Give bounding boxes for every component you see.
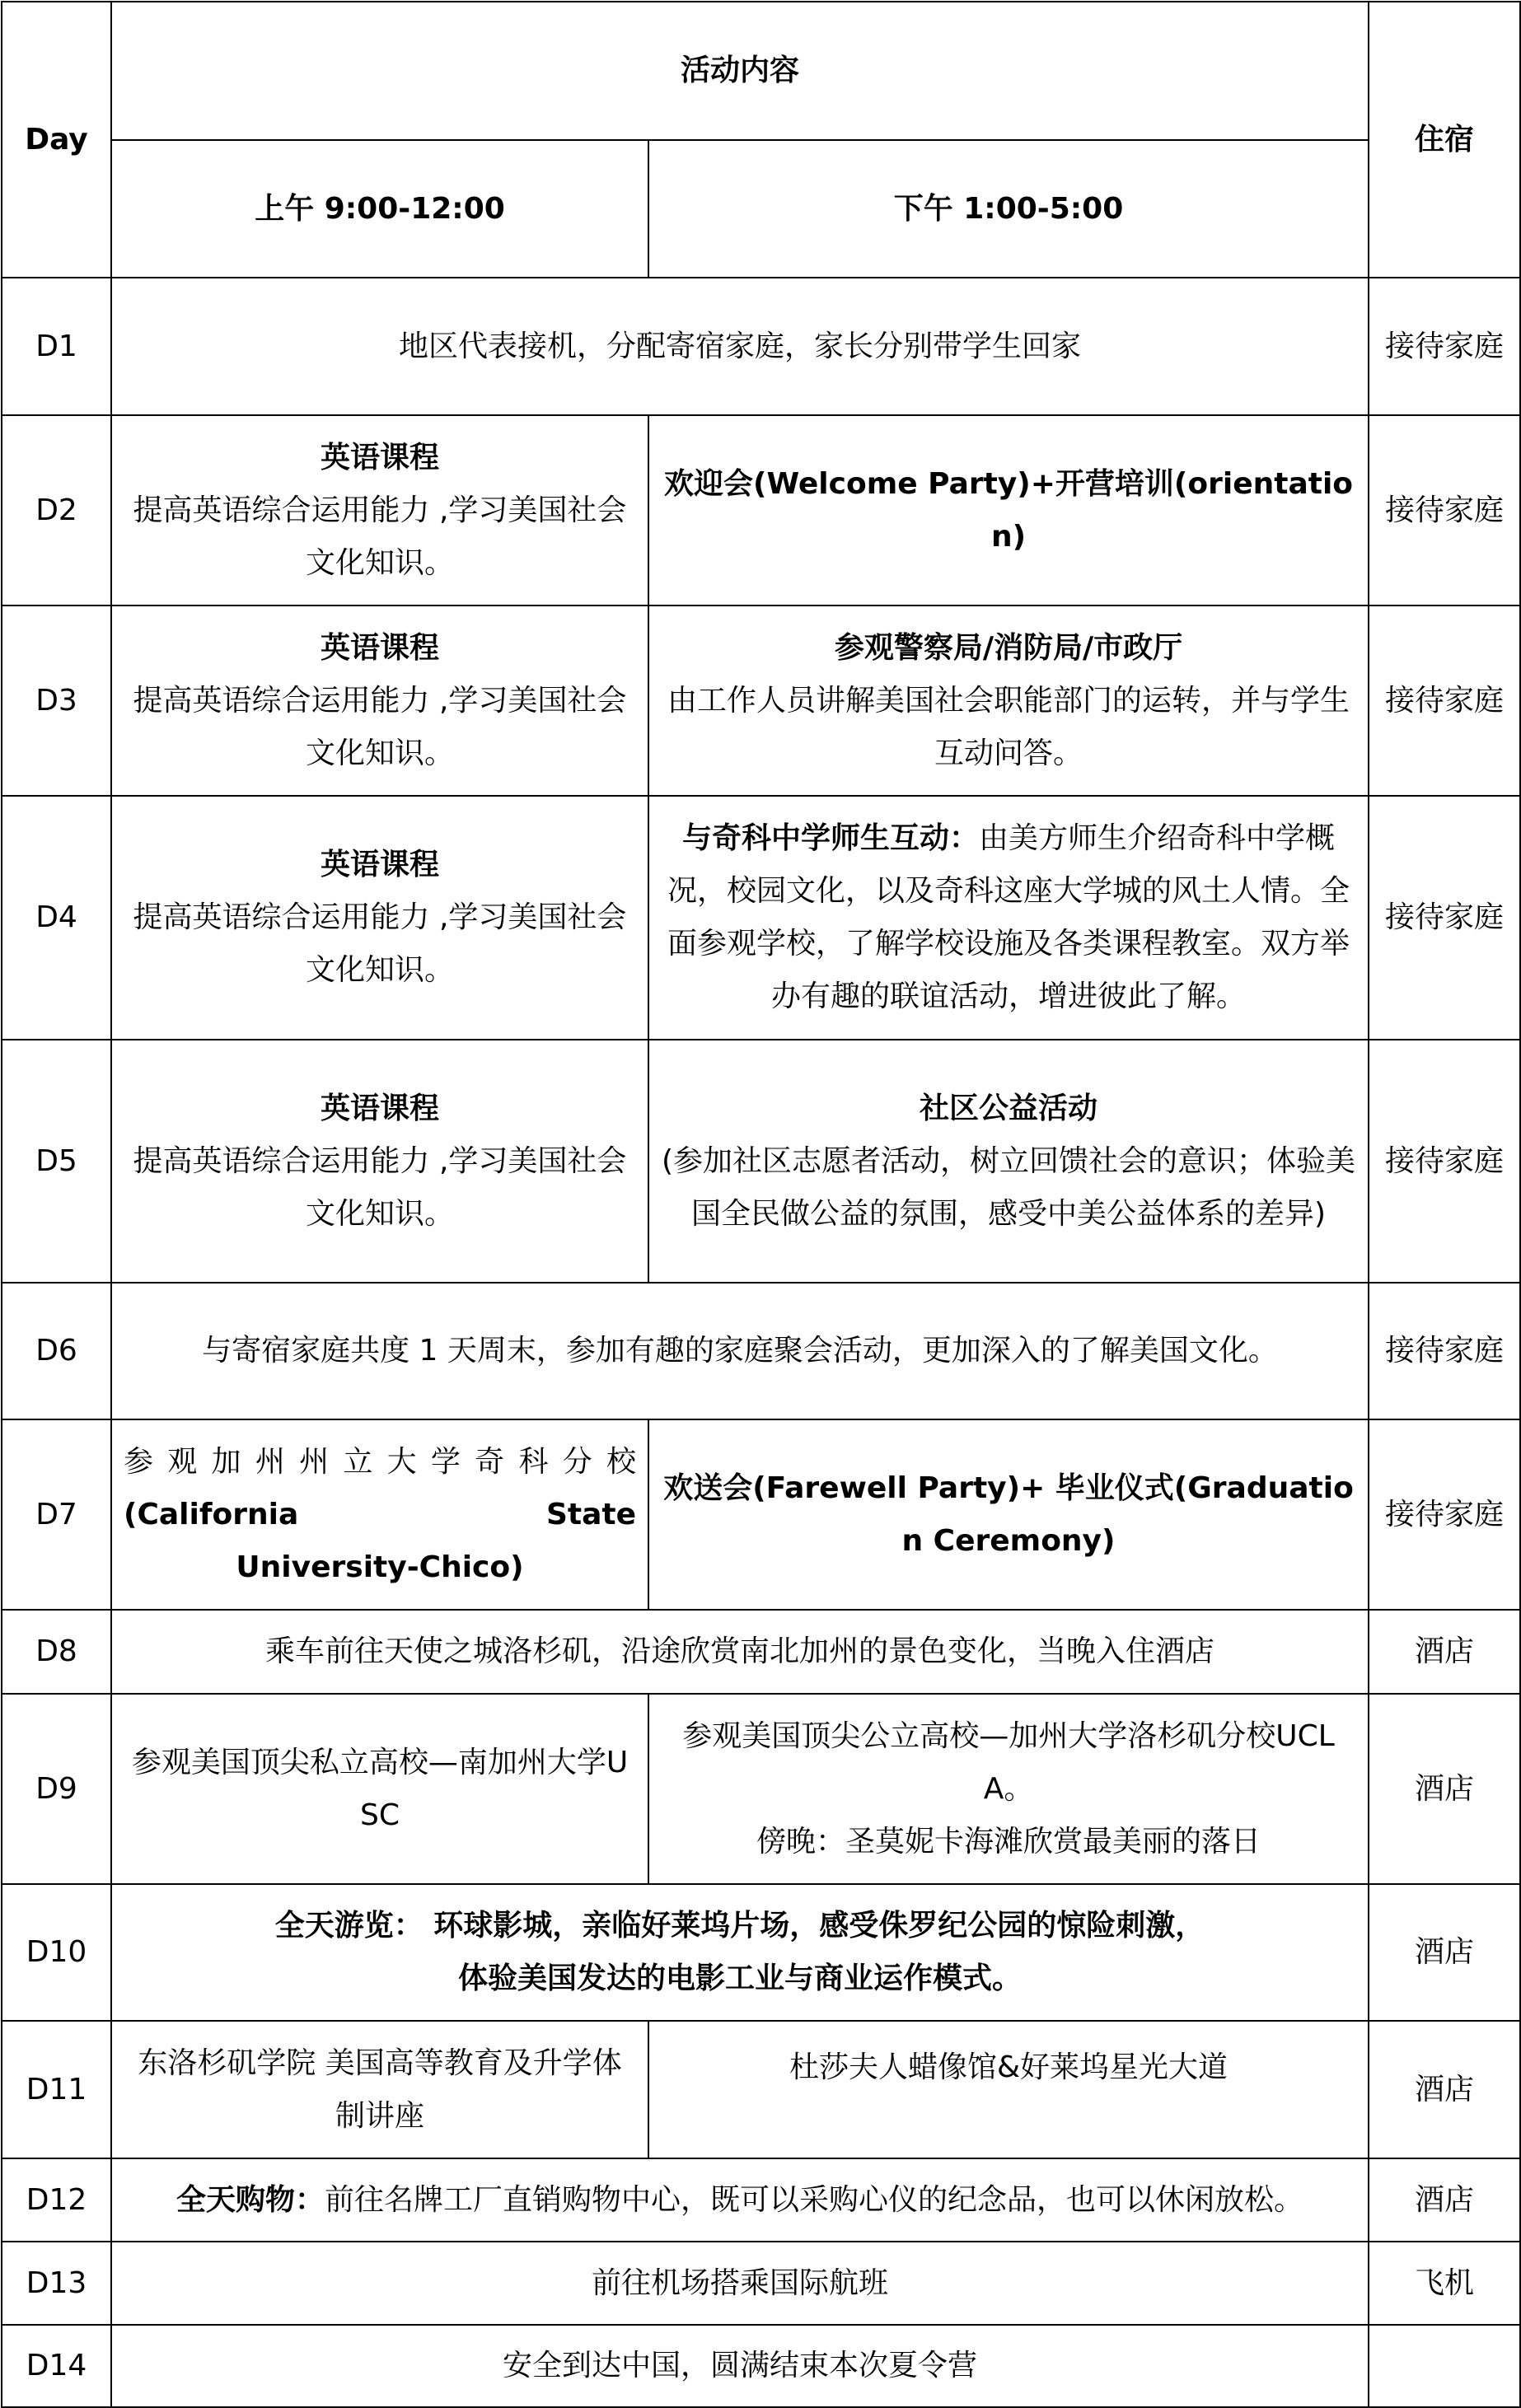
itinerary-table	[1, 1, 1521, 2408]
full-day-activity: 地区代表接机，分配寄宿家庭，家长分别带学生回家	[111, 278, 1369, 415]
afternoon-activity	[648, 2021, 1369, 2158]
day-row-d11	[2, 2021, 1520, 2158]
activity-text: (参加社区志愿者活动，树立回馈社会的意识；体验美国全民做公益的氛围，感受中美公益体系的差异)	[661, 1143, 1356, 1231]
lodging-cell: 飞机	[1369, 2242, 1520, 2325]
activity-title: 欢迎会(Welcome Party)+开营培训(orientation)	[663, 466, 1354, 554]
activity-title: 与奇科中学师生互动：	[681, 821, 979, 855]
day-label: D7	[2, 1419, 111, 1610]
lodging-cell: 酒店	[1369, 2021, 1520, 2158]
activity-text: 杜莎夫人蜡像馆&好莱坞星光大道	[789, 2050, 1228, 2084]
full-day-activity: 与寄宿家庭共度 1 天周末，参加有趣的家庭聚会活动，更加深入的了解美国文化。	[111, 1283, 1369, 1419]
day-header: Day	[2, 2, 111, 278]
activity-header: 活动内容	[111, 2, 1369, 140]
morning-activity	[111, 606, 648, 796]
full-day-activity: 安全到达中国，圆满结束本次夏令营	[111, 2325, 1369, 2407]
activity-text: 参观美国顶尖公立高校—加州大学洛杉矶分校UCLA。	[682, 1718, 1335, 1806]
activity-title: 欢送会(Farewell Party)+ 毕业仪式(Graduation Ceremony)	[663, 1471, 1354, 1558]
activity-title: 全天购物：	[176, 2182, 325, 2217]
lodging-cell: 接待家庭	[1369, 796, 1520, 1040]
morning-activity	[111, 796, 648, 1040]
activity-title: 全天游览： 环球影城，亲临好莱坞片场，感受侏罗纪公园的惊险刺激，	[274, 1909, 1205, 1943]
activity-title: 英语课程	[320, 1091, 439, 1125]
day-label: D14	[2, 2325, 111, 2407]
activity-text: 提高英语综合运用能力 ,学习美国社会文化知识。	[133, 1143, 627, 1231]
day-row-d13	[2, 2242, 1520, 2325]
day-label: D8	[2, 1610, 111, 1694]
lodging-cell: 接待家庭	[1369, 1419, 1520, 1610]
day-label: D4	[2, 796, 111, 1040]
afternoon-activity	[648, 1419, 1369, 1610]
morning-activity	[111, 1419, 648, 1610]
activity-text-en: University-Chico)	[236, 1550, 524, 1584]
day-label: D1	[2, 278, 111, 415]
activity-title: 社区公益活动	[920, 1091, 1098, 1125]
activity-title: 参观警察局/消防局/市政厅	[834, 630, 1183, 665]
lodging-cell: 接待家庭	[1369, 415, 1520, 606]
lodging-cell: 酒店	[1369, 1884, 1520, 2021]
lodging-cell: 接待家庭	[1369, 1283, 1520, 1419]
activity-text: 提高英语综合运用能力 ,学习美国社会文化知识。	[133, 493, 627, 580]
afternoon-activity	[648, 1040, 1369, 1283]
day-row-d14	[2, 2325, 1520, 2407]
activity-text: 傍晚：圣莫妮卡海滩欣赏最美丽的落日	[756, 1824, 1261, 1859]
day-label: D13	[2, 2242, 111, 2325]
lodging-cell: 酒店	[1369, 1610, 1520, 1694]
afternoon-activity	[648, 415, 1369, 606]
full-day-activity: 乘车前往天使之城洛杉矶，沿途欣赏南北加州的景色变化，当晚入住酒店	[111, 1610, 1369, 1694]
activity-text: 提高英语综合运用能力 ,学习美国社会文化知识。	[133, 900, 627, 987]
day-label: D11	[2, 2021, 111, 2158]
header-row	[2, 2, 1520, 140]
activity-text: 提高英语综合运用能力 ,学习美国社会文化知识。	[133, 683, 627, 770]
day-label: D12	[2, 2158, 111, 2242]
morning-activity	[111, 1694, 648, 1884]
day-row-d5	[2, 1040, 1520, 1283]
activity-text: 由工作人员讲解美国社会职能部门的运转，并与学生互动问答。	[667, 683, 1350, 770]
lodging-cell: 接待家庭	[1369, 606, 1520, 796]
lodging-cell: 酒店	[1369, 2158, 1520, 2242]
day-row-d3	[2, 606, 1520, 796]
day-label: D9	[2, 1694, 111, 1884]
activity-text-en: State	[545, 1497, 636, 1531]
full-day-activity	[111, 2158, 1369, 2242]
subheader-row	[2, 140, 1520, 278]
morning-activity	[111, 415, 648, 606]
day-row-d6	[2, 1283, 1520, 1419]
day-row-d9	[2, 1694, 1520, 1884]
day-label: D6	[2, 1283, 111, 1419]
day-row-d7	[2, 1419, 1520, 1610]
day-row-d1	[2, 278, 1520, 415]
activity-title: 英语课程	[320, 630, 439, 665]
lodging-header: 住宿	[1369, 2, 1520, 278]
activity-text-en: (California	[124, 1497, 299, 1531]
activity-text: 参观美国顶尖私立高校—南加州大学USC	[131, 1745, 629, 1832]
activity-title: 英语课程	[320, 848, 439, 881]
afternoon-activity	[648, 1694, 1369, 1884]
full-day-activity: 前往机场搭乘国际航班	[111, 2242, 1369, 2325]
morning-activity	[111, 1040, 648, 1283]
activity-title: 英语课程	[320, 440, 439, 475]
lodging-cell	[1369, 2325, 1520, 2407]
day-row-d2	[2, 415, 1520, 606]
activity-text: 前往名牌工厂直销购物中心，既可以采购心仪的纪念品，也可以休闲放松。	[325, 2182, 1304, 2217]
activity-text: 参观加州州立大学奇科分校	[124, 1444, 636, 1479]
lodging-cell: 酒店	[1369, 1694, 1520, 1884]
activity-title: 体验美国发达的电影工业与商业运作模式。	[458, 1961, 1023, 1995]
lodging-cell: 接待家庭	[1369, 278, 1520, 415]
afternoon-activity	[648, 796, 1369, 1040]
day-label: D2	[2, 415, 111, 606]
full-day-activity	[111, 1884, 1369, 2021]
day-label: D10	[2, 1884, 111, 2021]
afternoon-activity	[648, 606, 1369, 796]
morning-header: 上午 9:00-12:00	[111, 140, 648, 278]
activity-text: 由美方师生介绍奇科中学概况，校园文化，以及奇科这座大学城的风土人情。全面参观学校，了解学校设施及各类课程教室。双方举办有趣的联谊活动，增进彼此了解。	[667, 821, 1350, 1013]
day-label: D5	[2, 1040, 111, 1283]
activity-text: 东洛杉矶学院 美国高等教育及升学体制讲座	[138, 2046, 622, 2133]
day-row-d4	[2, 796, 1520, 1040]
lodging-cell: 接待家庭	[1369, 1040, 1520, 1283]
morning-activity	[111, 2021, 648, 2158]
day-row-d8	[2, 1610, 1520, 1694]
afternoon-header: 下午 1:00-5:00	[648, 140, 1369, 278]
day-label: D3	[2, 606, 111, 796]
day-row-d12	[2, 2158, 1520, 2242]
day-row-d10	[2, 1884, 1520, 2021]
